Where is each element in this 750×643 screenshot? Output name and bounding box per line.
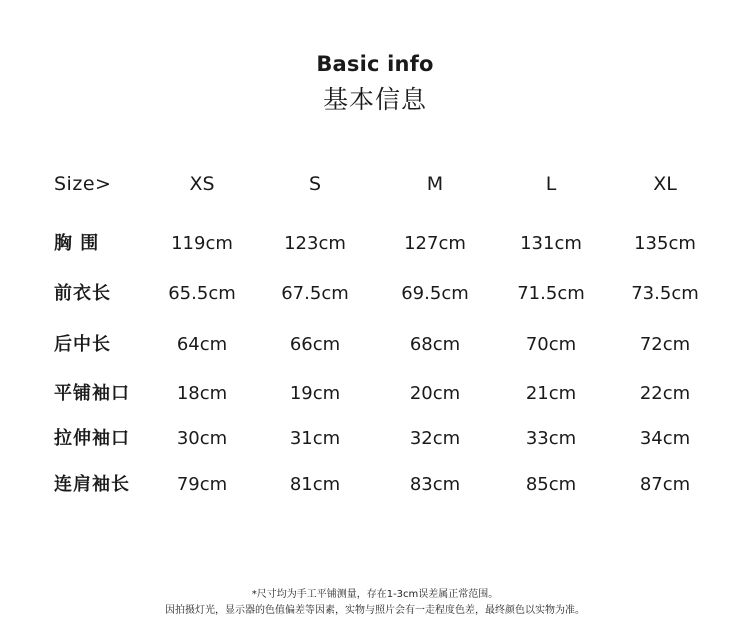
row-back-length (0, 330, 750, 360)
size-header-l: L (545, 173, 557, 195)
row-label: 平铺袖口 (54, 383, 130, 404)
row-label: 后中长 (54, 334, 111, 355)
size-header-xl: XL (653, 173, 677, 195)
table-cell: 66cm (289, 334, 341, 355)
table-cell: 64cm (176, 334, 228, 355)
table-cell: 123cm (284, 233, 346, 254)
size-header-xs: XS (189, 173, 215, 195)
table-cell: 22cm (639, 383, 691, 404)
table-cell: 73.5cm (631, 283, 699, 304)
size-header-row (0, 169, 750, 199)
table-cell: 81cm (289, 474, 341, 495)
table-cell: 33cm (525, 428, 577, 449)
size-header-label: Size> (54, 173, 112, 195)
table-cell: 65.5cm (168, 283, 236, 304)
title-english: Basic info (316, 52, 434, 76)
row-chest (0, 229, 750, 259)
table-cell: 72cm (639, 334, 691, 355)
table-cell: 85cm (525, 474, 577, 495)
title-chinese: 基本信息 (322, 85, 427, 114)
row-label: 连肩袖长 (54, 474, 130, 495)
table-cell: 21cm (525, 383, 577, 404)
table-cell: 18cm (176, 383, 228, 404)
table-cell: 79cm (176, 474, 228, 495)
row-flat-cuff (0, 379, 750, 409)
table-cell: 131cm (520, 233, 582, 254)
table-cell: 20cm (409, 383, 461, 404)
table-cell: 135cm (634, 233, 696, 254)
table-cell: 127cm (404, 233, 466, 254)
row-sleeve-length (0, 470, 750, 500)
measurement-note: *尺寸均为手工平铺测量，存在1-3cm误差属正常范围。 (251, 589, 499, 600)
color-disclaimer-note: 因拍摄灯光，显示器的色值偏差等因素，实物与照片会有一走程度色差，最终颜色以实物为准。 (165, 605, 585, 616)
row-front-length (0, 279, 750, 309)
table-cell: 34cm (639, 428, 691, 449)
table-cell: 69.5cm (401, 283, 469, 304)
table-cell: 31cm (289, 428, 341, 449)
table-cell: 19cm (289, 383, 341, 404)
row-label: 前衣长 (54, 283, 111, 304)
table-cell: 32cm (409, 428, 461, 449)
row-label: 拉伸袖口 (54, 428, 130, 449)
table-cell: 30cm (176, 428, 228, 449)
table-cell: 67.5cm (281, 283, 349, 304)
table-cell: 83cm (409, 474, 461, 495)
size-header-s: S (308, 173, 322, 195)
size-header-m: M (426, 173, 444, 195)
table-cell: 68cm (409, 334, 461, 355)
row-label: 胸 围 (54, 233, 100, 254)
table-cell: 119cm (171, 233, 233, 254)
row-stretched-cuff (0, 424, 750, 454)
table-cell: 70cm (525, 334, 577, 355)
table-cell: 87cm (639, 474, 691, 495)
table-cell: 71.5cm (517, 283, 585, 304)
